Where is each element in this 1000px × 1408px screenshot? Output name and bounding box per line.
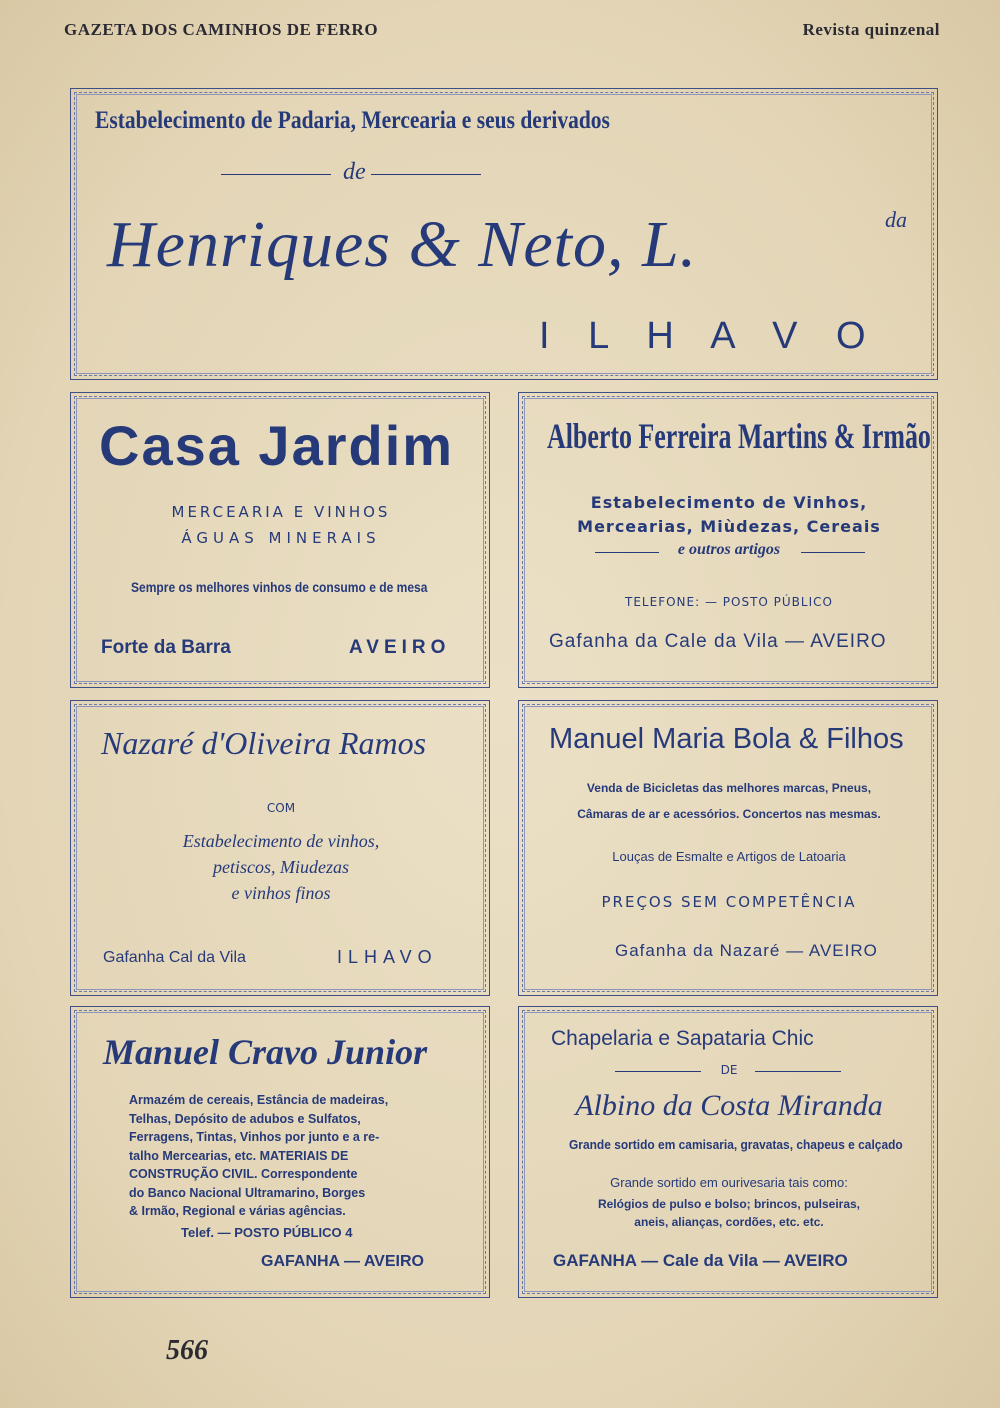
cravo-line: CONSTRUÇÃO CIVIL. Correspondente [129, 1167, 358, 1181]
bola-line4: PREÇOS SEM COMPETÊNCIA [601, 893, 857, 911]
casa-jardim-line3: Sempre os melhores vinhos de consumo e de mesa [131, 579, 428, 595]
ad-nazare-oliveira-ramos [70, 700, 490, 996]
alberto-phone: TELEFONE: — POSTO PÚBLICO [625, 595, 833, 609]
bola-line3: Louças de Esmalte e Artigos de Latoaria [612, 849, 846, 864]
bola-name: Manuel Maria Bola & Filhos [549, 723, 904, 755]
nazare-town: ILHAVO [337, 947, 438, 967]
chic-address: GAFANHA — Cale da Vila — AVEIRO [553, 1251, 848, 1270]
cravo-name: Manuel Cravo Junior [103, 1032, 428, 1072]
cravo-line: Ferragens, Tintas, Vinhos por junto e a re- [129, 1130, 380, 1144]
nazare-line3: e vinhos finos [231, 883, 331, 903]
bola-line1: Venda de Bicicletas das melhores marcas, Pneus, [586, 781, 872, 795]
alberto-line1: Estabelecimento de Vinhos, [590, 493, 868, 512]
nazare-name: Nazaré d'Oliveira Ramos [101, 725, 427, 761]
ad-chapelaria-chic [518, 1006, 938, 1298]
henriques-town: I L H A V O [539, 315, 880, 357]
alberto-line3: e outros artigos [677, 541, 781, 558]
henriques-name: Henriques & Neto, L. [107, 208, 698, 281]
nazare-com: COM [266, 801, 296, 815]
casa-jardim-line2: ÁGUAS MINERAIS [181, 529, 381, 547]
ad-casa-jardim [70, 392, 490, 688]
journal-subtitle: Revista quinzenal [802, 20, 940, 39]
ad-henriques-neto [70, 88, 938, 380]
cravo-line: & Irmão, Regional e várias agências. [129, 1204, 346, 1218]
cravo-line: Telhas, Depósito de adubos e Sulfatos, [129, 1111, 361, 1126]
ad-alberto-ferreira-martins [518, 392, 938, 688]
nazare-line1: Estabelecimento de vinhos, [182, 831, 380, 851]
chic-line3: Relógios de pulso e bolso; brincos, pulseiras, [597, 1197, 861, 1211]
henriques-da: da [885, 207, 907, 232]
bola-line2: Câmaras de ar e acessórios. Concertos nas mesmas. [577, 807, 881, 821]
cravo-address: GAFANHA — AVEIRO [261, 1253, 424, 1270]
casa-jardim-name: Casa Jardim [99, 414, 455, 477]
chic-line4: aneis, alianças, cordões, etc. etc. [634, 1215, 824, 1229]
ad-manuel-maria-bola [518, 700, 938, 996]
chic-owner: Albino da Costa Miranda [575, 1089, 883, 1122]
nazare-line2: petiscos, Miudezas [213, 857, 349, 877]
alberto-address: Gafanha da Cale da Vila — AVEIRO [549, 631, 887, 652]
journal-title: GAZETA DOS CAMINHOS DE FERRO [64, 20, 379, 39]
ad-manuel-cravo-junior [70, 1006, 490, 1298]
henriques-de: de [343, 159, 366, 185]
chic-de: DE [720, 1063, 738, 1077]
casa-jardim-line1: MERCEARIA E VINHOS [171, 503, 391, 521]
alberto-name: Alberto Ferreira Martins & Irmão [547, 416, 931, 456]
bola-address: Gafanha da Nazaré — AVEIRO [615, 941, 878, 960]
cravo-line: talho Mercearias, etc. MATERIAIS DE [129, 1148, 349, 1163]
cravo-phone: Telef. — POSTO PÚBLICO 4 [181, 1225, 353, 1240]
casa-jardim-place: Forte da Barra [101, 637, 231, 658]
chic-name: Chapelaria e Sapataria Chic [551, 1027, 814, 1050]
cravo-lines [129, 1091, 449, 1221]
cravo-line: do Banco Nacional Ultramarino, Borges [129, 1185, 366, 1200]
cravo-line: Armazém de cereais, Estância de madeiras, [129, 1093, 389, 1107]
casa-jardim-town: AVEIRO [349, 637, 451, 658]
page-number: 566 [166, 1335, 208, 1366]
chic-line2: Grande sortido em ourivesaria tais como: [610, 1175, 848, 1190]
alberto-line2: Mercearias, Miùdezas, Cereais [577, 517, 881, 536]
henriques-line1: Estabelecimento de Padaria, Mercearia e seus derivados [95, 107, 610, 134]
chic-line1: Grande sortido em camisaria, gravatas, chapeus e calçado [569, 1137, 903, 1152]
nazare-place: Gafanha Cal da Vila [103, 949, 246, 966]
